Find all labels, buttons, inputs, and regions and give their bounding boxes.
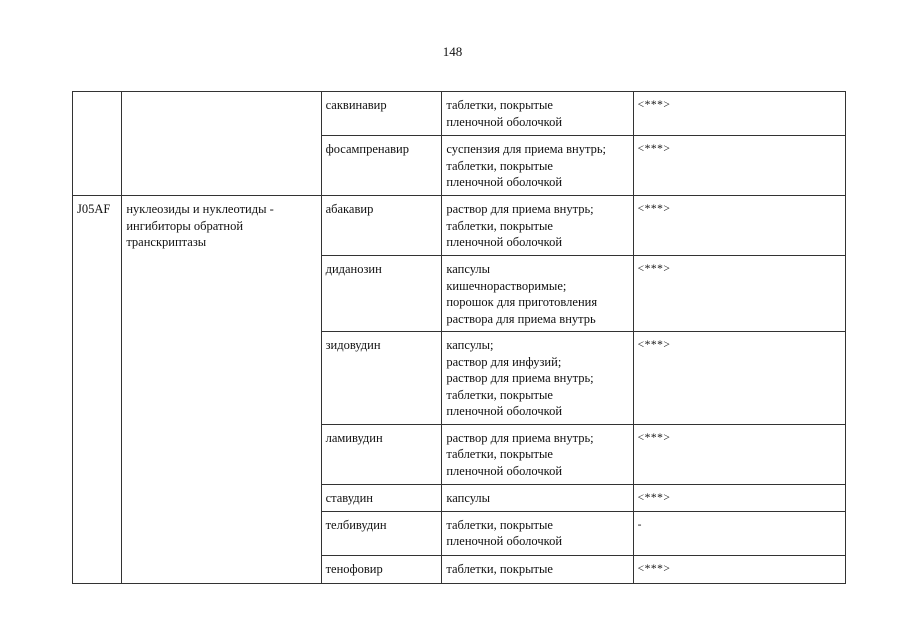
dosage-form-cell <box>442 92 633 136</box>
page-number: 148 <box>442 44 463 59</box>
table-row <box>73 92 846 136</box>
dosage-form: таблетки, покрытые пленочной оболочкой <box>446 517 563 548</box>
drug-name: тенофовир <box>325 561 383 576</box>
atc-group-cell <box>122 196 321 584</box>
drug-name-cell <box>321 256 442 332</box>
note-cell <box>633 196 845 256</box>
note-mark: <***> <box>637 99 671 111</box>
note-cell <box>633 92 845 136</box>
drug-name: саквинавир <box>325 98 387 112</box>
empty-group-cell <box>122 92 321 196</box>
table-row <box>73 196 846 256</box>
note-mark: <***> <box>637 562 671 575</box>
dosage-form-cell <box>442 136 633 196</box>
drug-name-cell <box>321 484 442 511</box>
note-mark: <***> <box>637 491 671 504</box>
note-mark: <***> <box>637 339 671 351</box>
drug-name-cell <box>321 332 442 425</box>
dosage-form: капсулы <box>446 490 491 505</box>
note-cell <box>633 424 845 484</box>
drug-name-cell <box>321 136 442 196</box>
dosage-form: таблетки, покрытые пленочной оболочкой <box>446 98 563 129</box>
dosage-form: капсулы кишечнорастворимые; порошок для приготовления раствора для приема внутрь <box>446 262 598 326</box>
dosage-form-cell <box>442 256 633 332</box>
dosage-form-cell <box>442 196 633 256</box>
note-cell <box>633 332 845 425</box>
atc-code: J05AF <box>77 202 111 216</box>
note-mark: <***> <box>637 263 671 275</box>
dosage-form: капсулы; раствор для инфузий; раствор для приема внутрь; таблетки, покрытые пленочной оболочкой <box>446 338 594 418</box>
dosage-form: раствор для приема внутрь; таблетки, покрытые пленочной оболочкой <box>446 202 594 249</box>
note-cell <box>633 511 845 555</box>
dosage-form-cell <box>442 511 633 555</box>
atc-code-cell <box>73 196 122 584</box>
dosage-form: раствор для приема внутрь; таблетки, покрытые пленочной оболочкой <box>446 430 594 478</box>
dosage-form: таблетки, покрытые <box>446 561 553 576</box>
atc-group-name: нуклеозиды и нуклеотиды - ингибиторы обратной транскриптазы <box>126 202 274 249</box>
note-cell <box>633 256 845 332</box>
empty-code-cell <box>73 92 122 196</box>
drug-name-cell <box>321 511 442 555</box>
note-mark: - <box>637 518 642 531</box>
note-mark: <***> <box>637 431 671 444</box>
dosage-form-cell <box>442 484 633 511</box>
dosage-form-cell <box>442 332 633 425</box>
note-cell <box>633 555 845 583</box>
dosage-form-cell <box>442 424 633 484</box>
drug-name-cell <box>321 196 442 256</box>
dosage-form: суспензия для приема внутрь; таблетки, покрытые пленочной оболочкой <box>446 142 606 189</box>
drug-name: ставудин <box>325 490 373 505</box>
drug-name: ламивудин <box>325 430 383 445</box>
drug-name-cell <box>321 555 442 583</box>
drug-name: диданозин <box>325 262 382 276</box>
dosage-form-cell <box>442 555 633 583</box>
drug-name: абакавир <box>325 202 374 216</box>
drug-name-cell <box>321 424 442 484</box>
drug-name: фосампренавир <box>325 142 409 156</box>
note-cell <box>633 484 845 511</box>
drug-name: телбивудин <box>325 517 387 532</box>
note-mark: <***> <box>637 203 671 215</box>
drug-name: зидовудин <box>325 338 381 352</box>
note-mark: <***> <box>637 143 671 155</box>
drug-name-cell <box>321 92 442 136</box>
drug-table <box>72 91 846 584</box>
note-cell <box>633 136 845 196</box>
